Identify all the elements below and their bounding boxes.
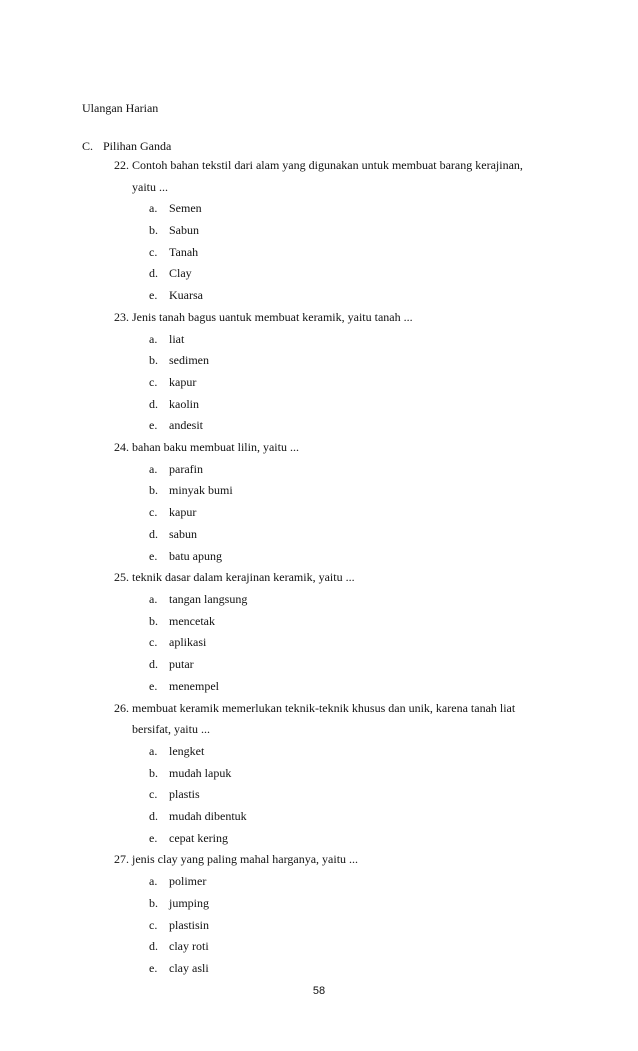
question-text: teknik dasar dalam kerajinan keramik, yaitu ...	[132, 570, 355, 584]
question-text-continued: bersifat, yaitu ...	[132, 722, 210, 736]
option-text: clay asli	[169, 961, 209, 975]
option-text: Kuarsa	[169, 288, 203, 302]
option-text: jumping	[169, 896, 210, 910]
question-number: 26.	[114, 701, 129, 715]
option-text: mudah lapuk	[169, 766, 232, 780]
option-letter: d.	[149, 527, 158, 541]
question-number: 23.	[114, 310, 129, 324]
option-letter: c.	[149, 635, 158, 649]
answer-option	[149, 245, 198, 260]
answer-option	[149, 831, 228, 846]
answer-option	[149, 787, 200, 802]
option-letter: e.	[149, 961, 158, 975]
answer-option	[149, 353, 209, 368]
answer-option	[149, 766, 231, 781]
question-item	[114, 440, 299, 455]
option-text: plastisin	[169, 918, 210, 932]
answer-option	[149, 918, 209, 933]
option-text: Tanah	[169, 245, 199, 259]
question-item	[114, 570, 355, 585]
option-letter: a.	[149, 332, 158, 346]
option-letter: d.	[149, 266, 158, 280]
option-text: liat	[169, 332, 185, 346]
option-letter: b.	[149, 483, 158, 497]
page-number: 58	[312, 985, 326, 997]
option-letter: d.	[149, 657, 158, 671]
answer-option	[149, 809, 247, 824]
question-text: bahan baku membuat lilin, yaitu ...	[132, 440, 299, 454]
question-text: Contoh bahan tekstil dari alam yang digunakan untuk membuat barang kerajinan,	[132, 158, 523, 172]
option-text: batu apung	[169, 549, 222, 563]
option-text: mudah dibentuk	[169, 809, 247, 823]
option-letter: e.	[149, 418, 158, 432]
option-letter: d.	[149, 397, 158, 411]
option-text: polimer	[169, 874, 207, 888]
answer-option	[149, 397, 199, 412]
answer-option	[149, 223, 199, 238]
answer-option	[149, 635, 206, 650]
option-letter: d.	[149, 939, 158, 953]
option-text: plastis	[169, 787, 200, 801]
answer-option	[149, 939, 209, 954]
option-text: kapur	[169, 375, 197, 389]
option-text: putar	[169, 657, 194, 671]
answer-option	[149, 505, 196, 520]
option-letter: c.	[149, 245, 158, 259]
option-letter: b.	[149, 766, 158, 780]
option-letter: b.	[149, 223, 158, 237]
answer-option	[149, 614, 215, 629]
question-text: Jenis tanah bagus uantuk membuat keramik, yaitu tanah ...	[132, 310, 413, 324]
answer-option	[149, 288, 203, 303]
option-text: Sabun	[169, 223, 199, 237]
answer-option	[149, 896, 209, 911]
answer-option	[149, 744, 204, 759]
section-letter: C.	[82, 139, 94, 153]
option-text: aplikasi	[169, 635, 207, 649]
question-number: 25.	[114, 570, 129, 584]
answer-option	[149, 549, 222, 564]
option-letter: e.	[149, 549, 158, 563]
section-heading	[82, 139, 171, 154]
option-text: Semen	[169, 201, 202, 215]
option-text: cepat kering	[169, 831, 228, 845]
option-text: sedimen	[169, 353, 209, 367]
option-text: menempel	[169, 679, 219, 693]
option-letter: e.	[149, 831, 158, 845]
option-text: minyak bumi	[169, 483, 233, 497]
question-text: membuat keramik memerlukan teknik-teknik khusus dan unik, karena tanah liat	[132, 701, 516, 715]
answer-option	[149, 961, 209, 976]
answer-option	[149, 483, 233, 498]
option-text: sabun	[169, 527, 197, 541]
option-letter: b.	[149, 896, 158, 910]
option-text: andesit	[169, 418, 203, 432]
option-letter: c.	[149, 505, 158, 519]
option-letter: a.	[149, 201, 158, 215]
question-number: 27.	[114, 852, 129, 866]
option-letter: a.	[149, 874, 158, 888]
answer-option	[149, 592, 247, 607]
option-text: tangan langsung	[169, 592, 248, 606]
option-letter: b.	[149, 353, 158, 367]
question-text-continued: yaitu ...	[132, 180, 168, 194]
question-item	[114, 701, 515, 716]
option-letter: c.	[149, 375, 158, 389]
question-item	[114, 158, 523, 173]
option-text: Clay	[169, 266, 192, 280]
question-item	[114, 852, 358, 867]
section-title: Pilihan Ganda	[103, 139, 172, 153]
answer-option	[149, 527, 197, 542]
answer-option	[149, 679, 219, 694]
option-text: clay roti	[169, 939, 209, 953]
option-letter: c.	[149, 787, 158, 801]
page-header: Ulangan Harian	[82, 101, 159, 115]
question-number: 22.	[114, 158, 129, 172]
answer-option	[149, 657, 194, 672]
answer-option	[149, 375, 196, 390]
option-letter: d.	[149, 809, 158, 823]
option-letter: e.	[149, 288, 158, 302]
answer-option	[149, 418, 203, 433]
option-letter: c.	[149, 918, 158, 932]
option-letter: a.	[149, 462, 158, 476]
question-number: 24.	[114, 440, 129, 454]
option-text: mencetak	[169, 614, 215, 628]
answer-option	[149, 462, 203, 477]
answer-option	[149, 874, 206, 889]
option-text: kapur	[169, 505, 197, 519]
option-text: parafin	[169, 462, 203, 476]
answer-option	[149, 332, 184, 347]
option-letter: a.	[149, 744, 158, 758]
answer-option	[149, 201, 202, 216]
option-letter: b.	[149, 614, 158, 628]
answer-option	[149, 266, 192, 281]
option-letter: e.	[149, 679, 158, 693]
option-text: lengket	[169, 744, 205, 758]
option-text: kaolin	[169, 397, 199, 411]
question-text: jenis clay yang paling mahal harganya, yaitu ...	[132, 852, 359, 866]
option-letter: a.	[149, 592, 158, 606]
question-item	[114, 310, 413, 325]
